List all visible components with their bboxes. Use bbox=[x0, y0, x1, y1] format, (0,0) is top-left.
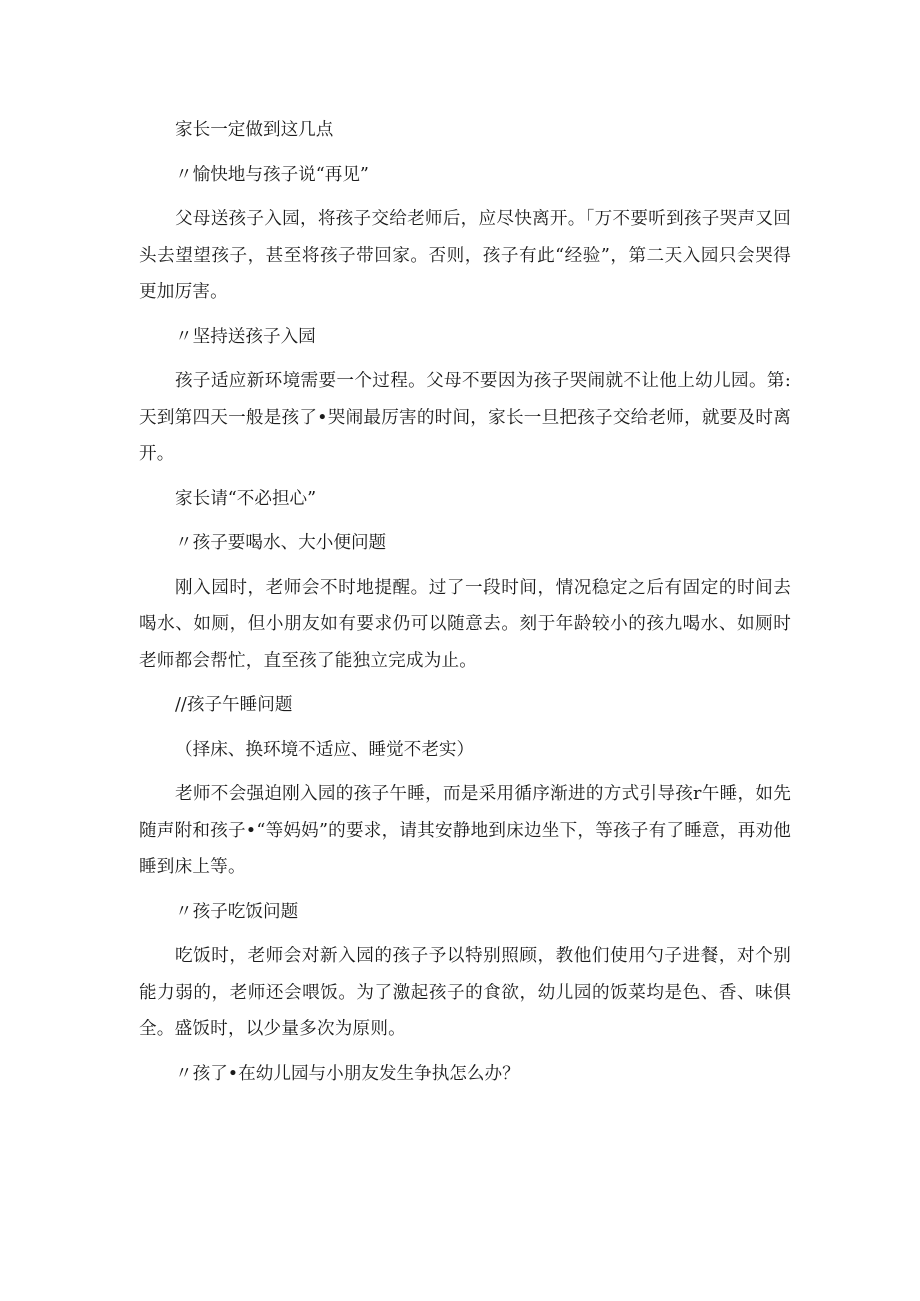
paragraph-water-toilet: 刚入园时，老师会不时地提醒。过了一段时间，情况稳定之后有固定的时间去喝水、如厕，但小朋友如有要求仍可以随意去。刻于年龄较小的孩九喝水、如厕时老师都会帮忙，直至孩了能独立完成为止。 bbox=[139, 577, 791, 671]
subheading-say-goodbye: 〃愉快地与孩子说“再见” bbox=[175, 164, 369, 185]
section-heading-parents-must: 家长一定做到这几点 bbox=[175, 120, 334, 140]
subheading-conflict: 〃孩了•在幼儿园与小朋友发生争执怎么办？ bbox=[175, 1063, 520, 1084]
paragraph-goodbye: 父母送孩子入园，将孩子交给老师后，应尽快离开。「万不要听到孩子哭声又回头去望望孩子，甚至将孩子带回家。否则，孩子有此“经验”，第二天入园只会哭得更加厉害。 bbox=[139, 209, 791, 302]
paragraph-nap: 老师不会强迫刚入园的孩子午睡，而是采用循序渐进的方式引导孩r午睡，如先随声附和孩子•“等妈妈”的要求，请其安静地到床边坐下，等孩子有了睡意，再劝他睡到床上等。 bbox=[139, 784, 791, 877]
section-heading-dont-worry: 家长请“不必担心” bbox=[175, 488, 317, 509]
paragraph-eating: 吃饭时，老师会对新入园的孩子予以特别照顾，教他们使用勺子进餐，对个别能力弱的，老师还会喂饭。为了激起孩子的食欲，幼儿园的饭菜均是色、香、味俱全。盛饭时，以少量多次为原则。 bbox=[139, 946, 791, 1039]
document-body bbox=[139, 112, 791, 1092]
subheading-nap-note: （择床、换环境不适应、睡觉不老实） bbox=[175, 739, 475, 760]
subheading-water-toilet: 〃孩子要喝水、大小便问题 bbox=[175, 533, 387, 553]
subheading-nap: //孩子午睡问题 bbox=[175, 695, 293, 715]
subheading-eating: 〃孩子吃饭问题 bbox=[175, 901, 299, 922]
subheading-keep-sending: 〃坚持送孩子入园 bbox=[175, 326, 316, 347]
paragraph-keep-sending: 孩子适应新环境需要一个过程。父母不要因为孩子哭闹就不让他上幼儿园。第:天到第四天一般是孩了•哭闹最厉害的时间，家长一旦把孩子交给老师，就要及时离开。 bbox=[139, 371, 791, 464]
